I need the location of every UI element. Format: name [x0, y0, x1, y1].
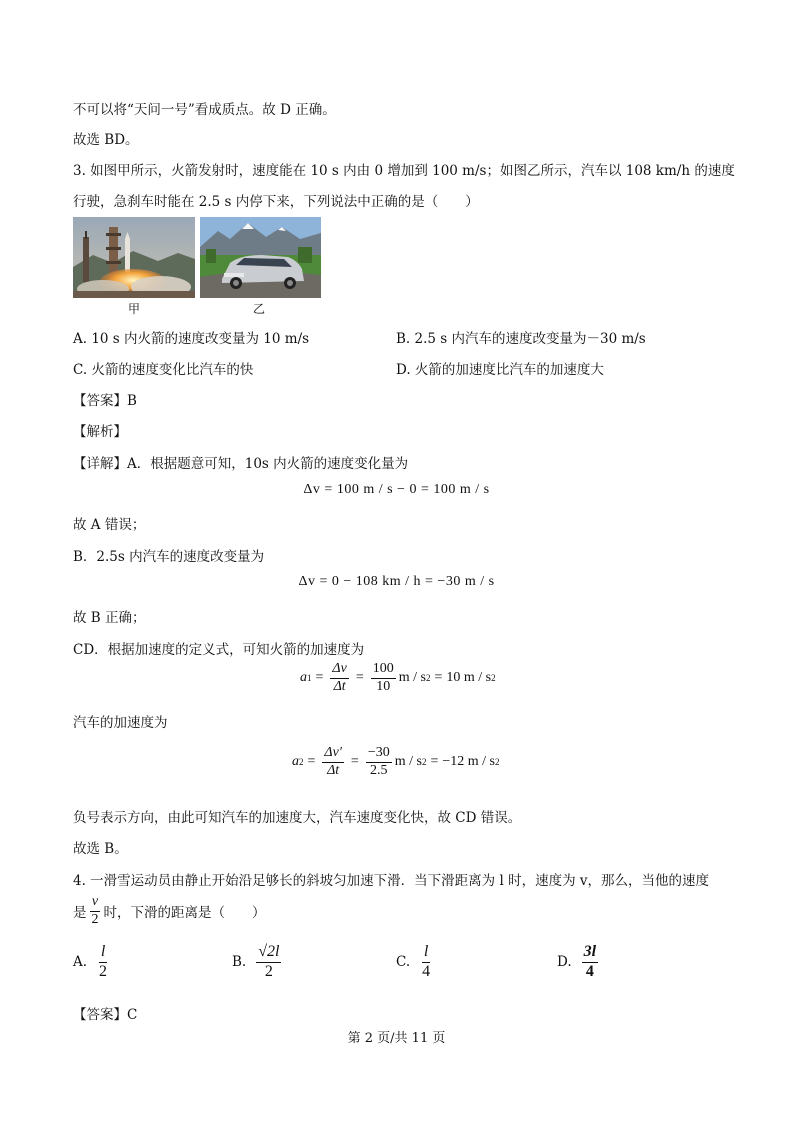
answer-label: 【答案】	[73, 1007, 127, 1023]
eq-exponent: 2	[494, 757, 500, 768]
question-4-stem-line1: 4. 一滑雪运动员由静止开始沿足够长的斜坡匀加速下滑．当下滑距离为 l 时，速度为 v，那么，当他的速度	[73, 873, 709, 889]
text-line: 负号表示方向，由此可知汽车的加速度大，汽车速度变化快，故 CD 错误。	[73, 810, 522, 826]
answer-line-q4	[73, 1003, 137, 1023]
fraction	[330, 662, 348, 694]
fraction	[582, 944, 598, 981]
q4-option-c	[396, 944, 435, 981]
text-line: B．2.5s 内汽车的速度改变量为	[73, 549, 265, 565]
text-line: 故 B 正确；	[73, 610, 146, 626]
eq-unit: m / s	[394, 754, 422, 770]
denominator: 4	[585, 962, 594, 980]
question-3-stem-line2: 行驶，急刹车时能在 2.5 s 内停下来，下列说法中正确的是（ ）	[73, 194, 479, 210]
numerator: √2l	[256, 944, 281, 963]
equation-delta-v-rocket: Δv = 100 m / s − 0 = 100 m / s	[303, 482, 490, 497]
denominator: 2	[264, 962, 273, 980]
text-line: 故 A 错误；	[73, 517, 146, 533]
detail-line	[73, 452, 408, 472]
question-3-stem-line1: 3. 如图甲所示，火箭发射时，速度能在 10 s 内由 0 增加到 100 m/s；如图乙所示，汽车以 108 km/h 的速度	[73, 163, 735, 179]
eq-exponent: 2	[491, 673, 496, 684]
eq-result: 10 m / s	[446, 670, 492, 686]
q4-pre: 是	[73, 905, 87, 922]
fraction	[256, 944, 281, 981]
eq-symbol: a	[292, 754, 299, 770]
denominator: 2	[91, 911, 99, 927]
text-line: CD．根据加速度的定义式，可知火箭的加速度为	[73, 642, 365, 658]
fraction	[420, 944, 432, 981]
caption-yi: 乙	[253, 302, 266, 316]
page-footer: 第 2 页/共 11 页	[347, 1031, 446, 1046]
detail-label: 【详解】	[73, 456, 127, 472]
eq-symbol: a	[300, 670, 307, 686]
option-a: A. 10 s 内火箭的速度改变量为 10 m/s	[73, 331, 310, 347]
text-line: 故选 BD。	[73, 132, 139, 148]
numerator: 100	[371, 662, 396, 679]
eq-exponent: 2	[425, 673, 431, 684]
option-label: B.	[232, 954, 247, 971]
fraction	[366, 746, 392, 778]
denominator: 10	[376, 678, 391, 694]
question-4-stem-line2	[73, 895, 266, 927]
car-photo	[200, 217, 321, 298]
caption-jia: 甲	[128, 302, 141, 316]
q4-option-d	[557, 944, 601, 981]
eq-subscript: 2	[299, 757, 304, 768]
denominator: 2.5	[370, 762, 388, 778]
option-b: B. 2.5 s 内汽车的速度改变量为－30 m/s	[396, 331, 646, 347]
denominator: 2	[99, 962, 108, 980]
option-label: D.	[557, 954, 572, 971]
fraction-v-over-2	[90, 895, 101, 927]
denominator: Δt	[327, 762, 340, 778]
q4-option-a	[73, 944, 112, 981]
eq-unit: m / s	[398, 670, 426, 686]
eq-subscript: 1	[307, 673, 312, 684]
option-d: D. 火箭的加速度比汽车的加速度大	[396, 362, 604, 378]
q4-option-b	[232, 944, 284, 981]
fraction	[371, 662, 396, 694]
option-c: C. 火箭的速度变化比汽车的快	[73, 362, 254, 378]
text-line: 不可以将“天问一号”看成质点。故 D 正确。	[73, 102, 336, 118]
numerator: −30	[366, 746, 392, 763]
answer-value: B	[127, 393, 137, 409]
answer-line-q3	[73, 389, 137, 409]
denominator: Δt	[333, 678, 346, 694]
numerator: 3l	[582, 944, 598, 963]
answer-label: 【答案】	[73, 393, 127, 409]
equation-delta-v-car: Δv = 0 − 108 km / h = −30 m / s	[298, 574, 495, 589]
equation-a2: a 2 = $\frac{\Delta v'}{\Delta t}$ = $\frac{-30}{2.5}$ m / s 2 = −12 m / s 2	[292, 745, 500, 778]
answer-value: C	[127, 1007, 138, 1023]
fraction	[322, 746, 344, 778]
text-line: 故选 B。	[73, 841, 128, 857]
analysis-label: 【解析】	[73, 424, 127, 440]
denominator: 4	[422, 962, 431, 980]
option-label: A.	[73, 954, 88, 971]
fraction	[97, 944, 109, 981]
numerator: Δv	[330, 662, 348, 679]
eq-result: −12 m / s	[442, 754, 495, 770]
text-line: 汽车的加速度为	[73, 715, 168, 731]
numerator: l	[99, 944, 107, 963]
equation-a1: a 1 = $\frac{\Delta v}{\Delta t}$ = $\frac{100}{10}$ m / s 2 = 10 m / s 2	[300, 661, 496, 694]
rocket-launch-photo	[73, 217, 195, 298]
option-label: C.	[396, 954, 411, 971]
numerator: v	[90, 895, 100, 912]
numerator: l	[422, 944, 430, 963]
detail-text: A．根据题意可知，10s 内火箭的速度变化量为	[127, 456, 409, 472]
eq-exponent: 2	[421, 757, 427, 768]
q4-post: 时，下滑的距离是（ ）	[103, 905, 266, 922]
numerator: Δv′	[322, 746, 344, 763]
